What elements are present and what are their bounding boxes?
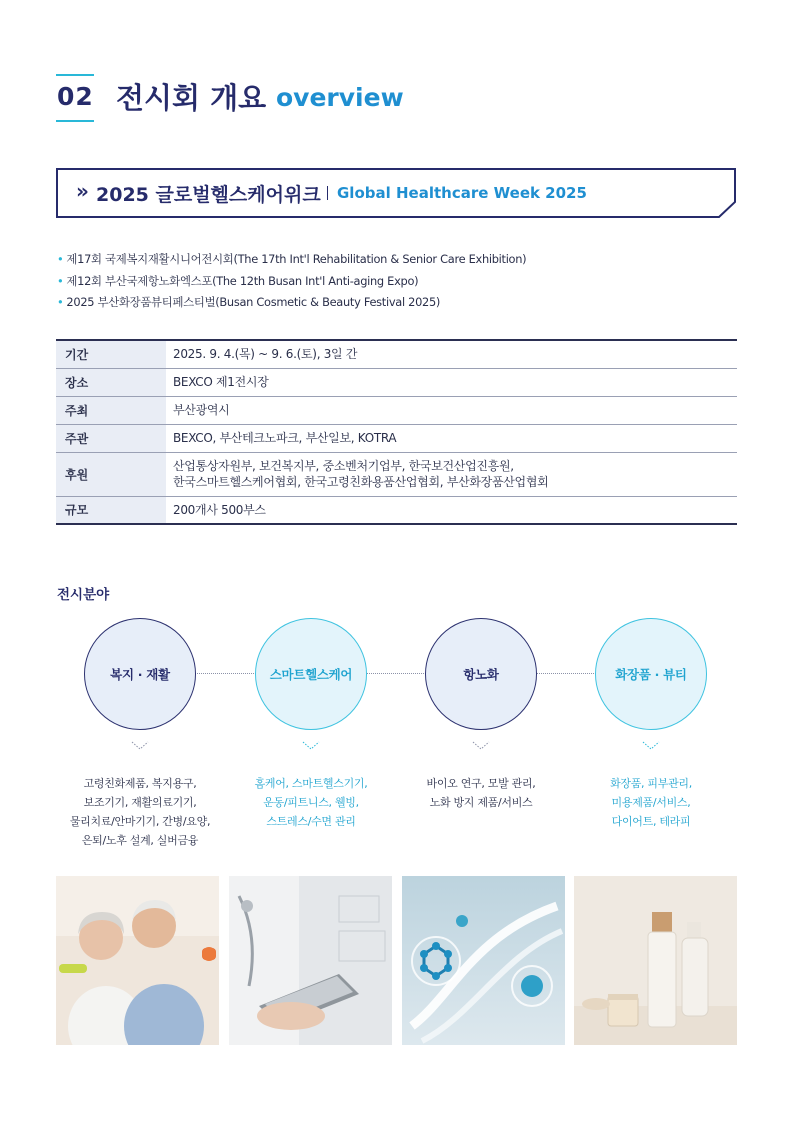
row-label: 장소 bbox=[56, 368, 166, 396]
table-row bbox=[56, 496, 737, 524]
field-circle-anti-aging bbox=[425, 618, 537, 730]
row-value: 부산광역시 bbox=[173, 403, 230, 417]
field-name: 복지 · 재활 bbox=[110, 667, 170, 682]
row-value: BEXCO, 부산테크노파크, 부산일보, KOTRA bbox=[173, 431, 397, 445]
banner-title: 2025 글로벌헬스케어위크 bbox=[96, 184, 321, 206]
field-name: 화장품 · 뷰티 bbox=[615, 667, 687, 682]
table-row bbox=[56, 340, 737, 368]
event-info-table bbox=[56, 339, 737, 525]
cosmetic-bottles-photo bbox=[574, 876, 737, 1045]
table-row bbox=[56, 452, 737, 496]
field-circle-welfare bbox=[84, 618, 196, 730]
banner-title-english: Global Healthcare Week 2025 bbox=[337, 184, 587, 202]
field-circle-smart-healthcare bbox=[255, 618, 367, 730]
bullet-dot-icon: • bbox=[57, 252, 64, 266]
banner-divider bbox=[327, 186, 328, 200]
row-label: 기간 bbox=[56, 340, 166, 368]
row-value: 2025. 9. 4.(목) ~ 9. 6.(토), 3일 간 bbox=[173, 347, 358, 362]
field-circle-cosmetics bbox=[595, 618, 707, 730]
exhibition-list bbox=[57, 249, 526, 314]
list-item: • 제12회 부산국제항노화엑스포(The 12th Busan Int'l Anti-aging Expo) bbox=[57, 273, 419, 288]
section-number-top-line bbox=[56, 74, 94, 76]
row-value-line: 산업통상자원부, 보건복지부, 중소벤처기업부, 한국보건산업진흥원, bbox=[173, 459, 514, 473]
row-label: 주관 bbox=[56, 424, 166, 452]
row-label: 주최 bbox=[56, 396, 166, 424]
field-description-welfare: 고령친화제품, 복지용구, 보조기기, 재활의료기기, 물리치료/안마기기, 간병/요양, 은퇴/노후 설계, 실버금융 bbox=[69, 777, 211, 847]
field-description-smart-healthcare: 홈케어, 스마트헬스기기, 운동/피트니스, 웰빙, 스트레스/수면 관리 bbox=[254, 777, 368, 828]
doctor-tablet-photo bbox=[229, 876, 392, 1045]
dna-molecule-photo bbox=[402, 876, 565, 1045]
table-row bbox=[56, 396, 737, 424]
row-label: 후원 bbox=[56, 452, 166, 496]
chevron-down-icon bbox=[130, 740, 150, 752]
row-value: BEXCO 제1전시장 bbox=[173, 375, 269, 389]
chevron-down-icon bbox=[471, 740, 491, 752]
list-item: • 제17회 국제복지재활시니어전시회(The 17th Int'l Rehabilitation & Senior Care Exhibition) bbox=[57, 252, 527, 266]
senior-couple-photo bbox=[56, 876, 219, 1045]
row-value bbox=[166, 452, 737, 496]
field-name: 항노화 bbox=[463, 667, 499, 682]
double-chevron-icon: » bbox=[76, 179, 89, 203]
row-value-line: 한국스마트헬스케어협회, 한국고령친화용품산업협회, 부산화장품산업협회 bbox=[173, 475, 549, 489]
fields-heading: 전시분야 bbox=[57, 587, 110, 603]
section-number: 02 bbox=[57, 82, 94, 111]
section-number-block bbox=[56, 74, 94, 122]
list-item: • 2025 부산화장품뷰티페스티벌(Busan Cosmetic & Beauty Festival 2025) bbox=[57, 295, 441, 309]
chevron-down-icon bbox=[641, 740, 661, 752]
table-row bbox=[56, 368, 737, 396]
section-title-english: overview bbox=[276, 83, 404, 112]
field-description-anti-aging: 바이오 연구, 모발 관리, 노화 방지 제품/서비스 bbox=[426, 777, 536, 809]
field-description-cosmetics: 화장품, 피부관리, 미용제품/서비스, 다이어트, 테라피 bbox=[610, 777, 692, 828]
circle-connector-line bbox=[140, 673, 652, 674]
table-row bbox=[56, 424, 737, 452]
chevron-down-icon bbox=[301, 740, 321, 752]
field-name: 스마트헬스케어 bbox=[269, 667, 353, 682]
bullet-dot-icon: • bbox=[57, 273, 64, 288]
section-title: 전시회 개요 bbox=[116, 81, 267, 115]
event-banner bbox=[56, 168, 737, 218]
section-number-bottom-line bbox=[56, 120, 94, 122]
row-label: 규모 bbox=[56, 496, 166, 524]
bullet-dot-icon: • bbox=[57, 295, 64, 309]
row-value: 200개사 500부스 bbox=[173, 502, 266, 517]
